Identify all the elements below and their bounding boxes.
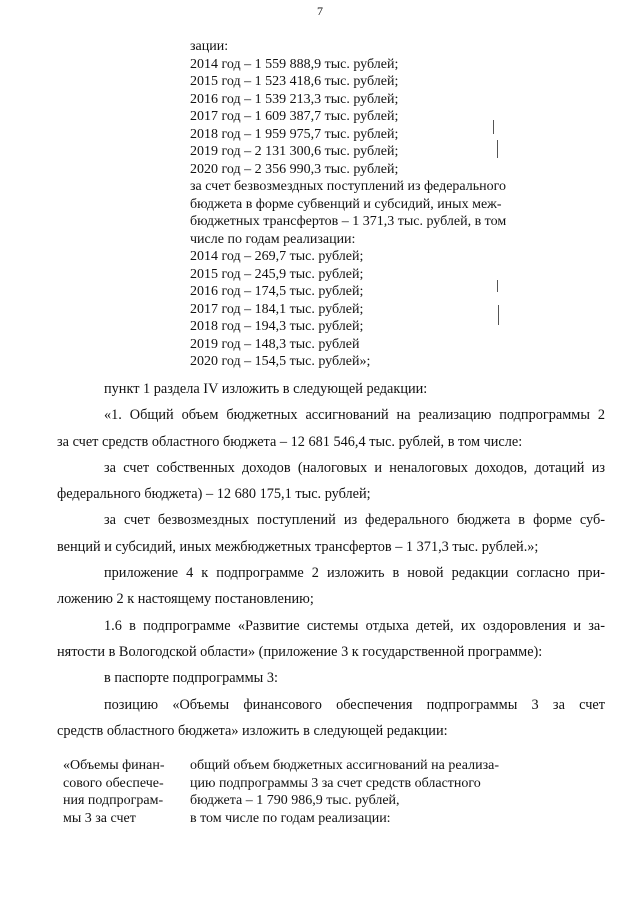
federal-funding-year-line: 2015 год – 245,9 тыс. рублей; bbox=[190, 266, 364, 282]
federal-funding-year-line: 2014 год – 269,7 тыс. рублей; bbox=[190, 249, 364, 264]
paragraph-total-volume-line: «1. Общий объем бюджетных ассигнований на реализацию подпрограммы 2 bbox=[104, 407, 605, 424]
federal-funding-intro-line: за счет безвозмездных поступлений из федерального bbox=[190, 179, 507, 194]
own-funding-year-line: 2018 год – 1 959 975,7 тыс. рублей; bbox=[190, 126, 399, 142]
table-value-line: цию подпрограммы 3 за счет средств областного bbox=[190, 775, 481, 791]
page-number: 7 bbox=[317, 4, 323, 18]
paragraph-position-line: позицию «Объемы финансового обеспечения подпрограммы 3 за счет bbox=[104, 696, 605, 713]
paragraph-federal-line: венций и субсидий, иных межбюджетных трансфертов – 1 371,3 тыс. рублей.»; bbox=[57, 538, 539, 555]
table-label-line: мы 3 за счет bbox=[63, 810, 136, 826]
table-label-line: ния подпрограм- bbox=[63, 793, 164, 808]
passport-table-value-cell bbox=[190, 757, 550, 827]
table-label-line: «Объемы финан- bbox=[63, 758, 165, 773]
own-funding-year-line: 2016 год – 1 539 213,3 тыс. рублей; bbox=[190, 91, 399, 107]
paragraph-appendix-line: приложение 4 к подпрограмме 2 изложить в новой редакции согласно при- bbox=[104, 565, 605, 582]
own-funding-year-line: 2019 год – 2 131 300,6 тыс. рублей; bbox=[190, 144, 399, 159]
table-value-line: бюджета – 1 790 986,9 тыс. рублей, bbox=[190, 793, 400, 808]
own-funding-year-line: 2015 год – 1 523 418,6 тыс. рублей; bbox=[190, 74, 399, 89]
federal-funding-year-line: 2020 год – 154,5 тыс. рублей»; bbox=[190, 354, 371, 369]
own-funding-year-line: 2014 год – 1 559 888,9 тыс. рублей; bbox=[190, 56, 399, 72]
paragraph-federal-line: за счет безвозмездных поступлений из федерального бюджета в форме суб- bbox=[104, 512, 605, 529]
paragraph-own-revenue-line: за счет собственных доходов (налоговых и неналоговых доходов, дотаций из bbox=[104, 459, 605, 476]
federal-funding-year-line: 2018 год – 194,3 тыс. рублей; bbox=[190, 319, 364, 334]
paragraph-section-iv: пункт 1 раздела IV изложить в следующей редакции: bbox=[104, 381, 428, 397]
federal-funding-intro-line: бюджета в форме субвенций и субсидий, иных меж- bbox=[190, 196, 502, 212]
paragraph-appendix-line: ложению 2 к настоящему постановлению; bbox=[57, 591, 314, 608]
passport-table-label-cell bbox=[63, 757, 181, 827]
federal-funding-year-line: 2017 год – 184,1 тыс. рублей; bbox=[190, 301, 364, 317]
paragraph-subprogram-3-line: нятости в Вологодской области» (приложение 3 к государственной программе): bbox=[57, 643, 543, 660]
list-intro: зации: bbox=[190, 39, 229, 54]
own-funding-year-line: 2020 год – 2 356 990,3 тыс. рублей; bbox=[190, 161, 399, 177]
federal-funding-year-line: 2019 год – 148,3 тыс. рублей bbox=[190, 336, 360, 352]
paragraph-passport: в паспорте подпрограммы 3: bbox=[104, 670, 278, 687]
paragraph-subprogram-3-line: 1.6 в подпрограмме «Развитие системы отдыха детей, их оздоровления и за- bbox=[104, 617, 605, 634]
federal-funding-year-line: 2016 год – 174,5 тыс. рублей; bbox=[190, 284, 364, 299]
table-label-line: сового обеспече- bbox=[63, 775, 164, 791]
paragraph-total-volume-line: за счет средств областного бюджета – 12 681 546,4 тыс. рублей, в том числе: bbox=[57, 433, 523, 450]
own-funding-year-line: 2017 год – 1 609 387,7 тыс. рублей; bbox=[190, 109, 399, 124]
federal-funding-intro-line: числе по годам реализации: bbox=[190, 231, 356, 247]
paragraph-own-revenue-line: федерального бюджета) – 12 680 175,1 тыс. рублей; bbox=[57, 486, 371, 503]
document-body bbox=[57, 376, 605, 744]
table-value-line: общий объем бюджетных ассигнований на реализа- bbox=[190, 758, 499, 773]
federal-funding-intro-line: бюджетных трансфертов – 1 371,3 тыс. рублей, в том bbox=[190, 214, 507, 229]
table-value-line: в том числе по годам реализации: bbox=[190, 810, 391, 826]
funding-list-block bbox=[190, 38, 550, 371]
paragraph-position-line: средств областного бюджета» изложить в следующей редакции: bbox=[57, 722, 448, 739]
